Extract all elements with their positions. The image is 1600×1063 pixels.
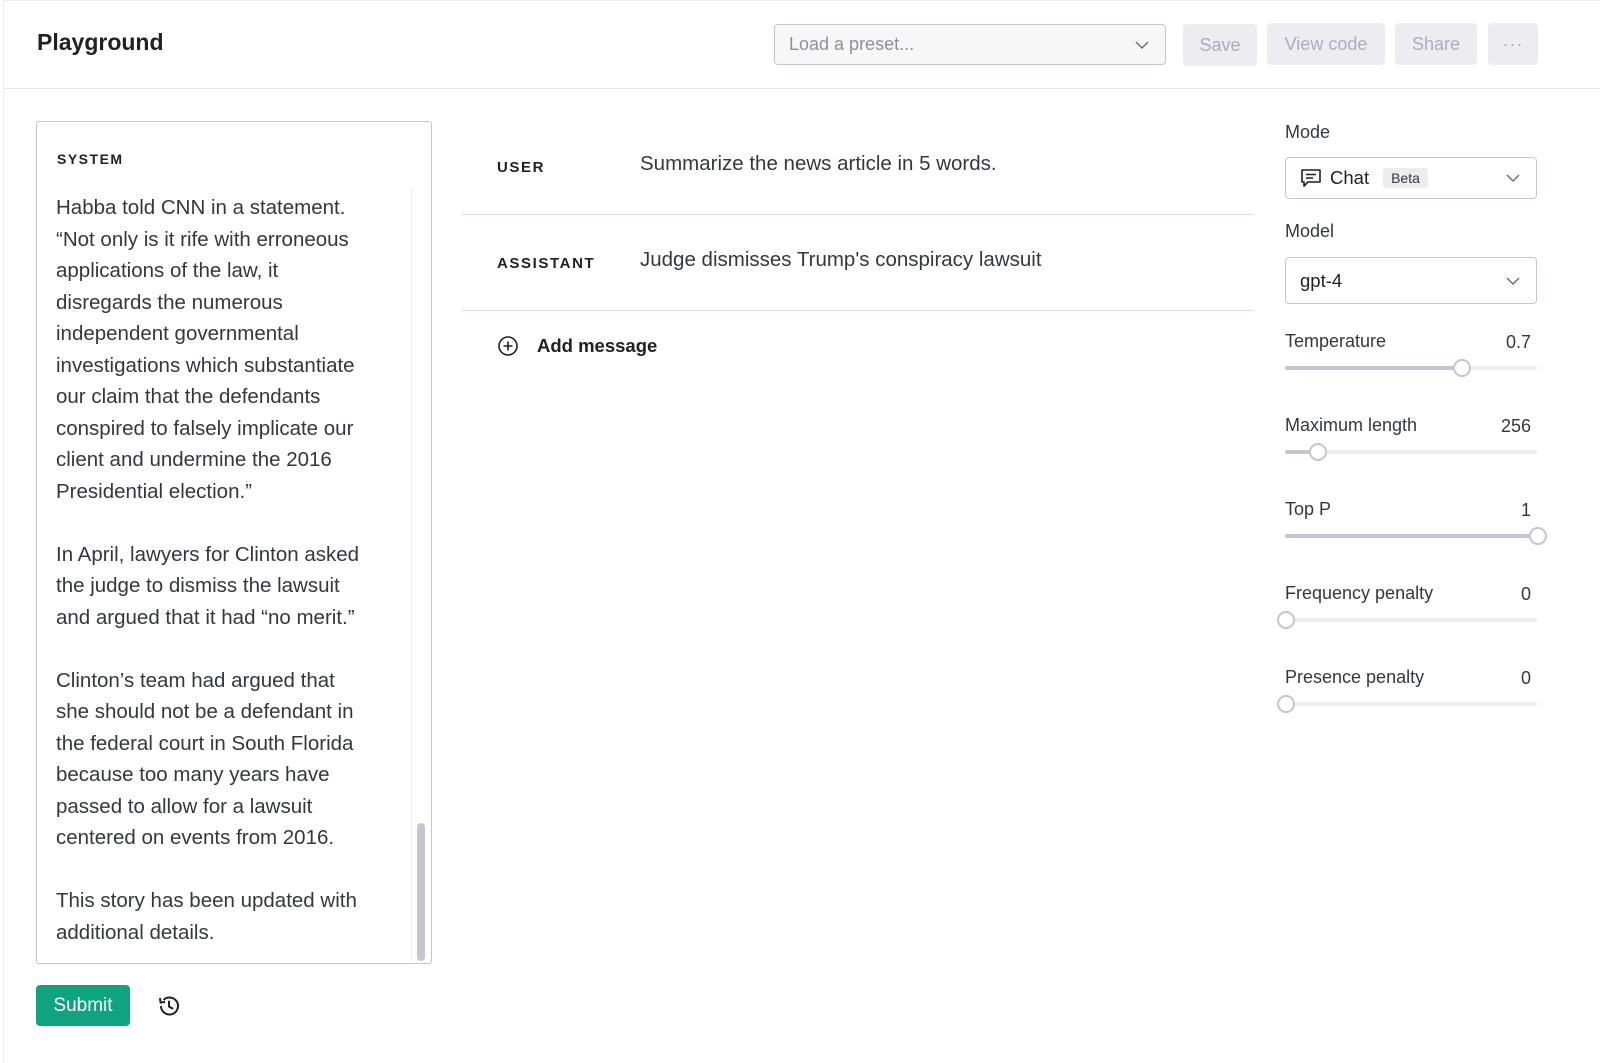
more-button[interactable] xyxy=(1488,23,1538,65)
system-panel xyxy=(36,121,432,964)
app-frame xyxy=(3,0,1600,1063)
add-message-label: Add message xyxy=(537,335,658,356)
slider-track[interactable] xyxy=(1285,618,1537,622)
slider-value: 0 xyxy=(1520,584,1531,604)
message-content[interactable]: Judge dismisses Trump's conspiracy lawsuit xyxy=(640,248,1042,271)
message-role[interactable]: USER xyxy=(497,159,546,176)
mode-label: Mode xyxy=(1285,122,1331,142)
model-select[interactable] xyxy=(1285,257,1537,304)
temperature-slider[interactable] xyxy=(1285,331,1537,391)
slider-name: Top P xyxy=(1285,499,1332,519)
presence-penalty-slider[interactable] xyxy=(1285,667,1537,727)
plus-circle-icon xyxy=(497,335,519,357)
header xyxy=(4,1,1600,89)
slider-track[interactable] xyxy=(1285,450,1537,454)
mode-select[interactable] xyxy=(1285,157,1537,199)
submit-button[interactable]: Submit xyxy=(36,985,130,1026)
slider-thumb[interactable] xyxy=(1277,695,1295,713)
view-code-button[interactable]: View code xyxy=(1267,23,1385,65)
beta-badge: Beta xyxy=(1383,168,1428,188)
message-role[interactable]: ASSISTANT xyxy=(497,255,596,272)
system-textarea[interactable]: Habba told CNN in a statement. “Not only is it rife with erroneous applications of the law, it disregards the numerous independent governmental investigations which substantiate our claim that the defendants conspired to falsely implicate our client and undermine the 2016 Presidential election.” In April, lawyers for Clinton asked the judge to dismiss the lawsuit and argued that it had “no merit.” Clinton’s team had argued that she should not be a defendant in the federal court in South Florida because too many years have passed to allow for a lawsuit centered on events from 2016. This story has been updated with additional details. xyxy=(56,196,360,944)
slider-value: 256 xyxy=(1500,416,1531,436)
maximum-length-slider[interactable] xyxy=(1285,415,1537,475)
system-scroll-thumb[interactable] xyxy=(417,823,425,961)
slider-name: Temperature xyxy=(1285,331,1387,351)
slider-fill xyxy=(1285,366,1461,370)
slider-track[interactable] xyxy=(1285,534,1537,538)
slider-track[interactable] xyxy=(1285,366,1537,370)
slider-name: Maximum length xyxy=(1285,415,1418,435)
slider-thumb[interactable] xyxy=(1529,527,1547,545)
slider-value: 0 xyxy=(1520,668,1531,688)
slider-thumb[interactable] xyxy=(1309,443,1327,461)
add-message-button[interactable] xyxy=(497,331,657,361)
frequency-penalty-slider[interactable] xyxy=(1285,583,1537,643)
slider-name: Frequency penalty xyxy=(1285,583,1434,603)
page-title: Playground xyxy=(37,29,164,55)
slider-name: Presence penalty xyxy=(1285,667,1425,687)
chevron-down-icon xyxy=(1504,169,1522,187)
chat-icon xyxy=(1300,168,1322,188)
chevron-down-icon xyxy=(1504,272,1522,290)
share-button[interactable]: Share xyxy=(1395,23,1477,65)
more-icon: ··· xyxy=(1502,33,1524,54)
slider-thumb[interactable] xyxy=(1277,611,1295,629)
message-row-user[interactable] xyxy=(462,119,1254,215)
mode-value: Chat xyxy=(1330,167,1370,188)
save-button[interactable]: Save xyxy=(1183,24,1257,66)
history-icon[interactable] xyxy=(156,993,182,1019)
top-p-slider[interactable] xyxy=(1285,499,1537,559)
message-row-assistant[interactable] xyxy=(462,215,1254,311)
slider-track[interactable] xyxy=(1285,702,1537,706)
model-value: gpt-4 xyxy=(1300,269,1343,291)
slider-fill xyxy=(1285,534,1537,538)
chevron-down-icon xyxy=(1133,36,1151,54)
slider-thumb[interactable] xyxy=(1453,359,1471,377)
system-label: SYSTEM xyxy=(57,151,124,167)
message-content[interactable]: Summarize the news article in 5 words. xyxy=(640,152,997,175)
preset-select[interactable] xyxy=(774,24,1166,65)
model-label: Model xyxy=(1285,221,1335,241)
slider-value: 0.7 xyxy=(1505,332,1531,352)
system-scrollbar[interactable] xyxy=(411,188,430,961)
slider-value: 1 xyxy=(1520,500,1531,520)
preset-placeholder: Load a preset... xyxy=(789,34,915,54)
